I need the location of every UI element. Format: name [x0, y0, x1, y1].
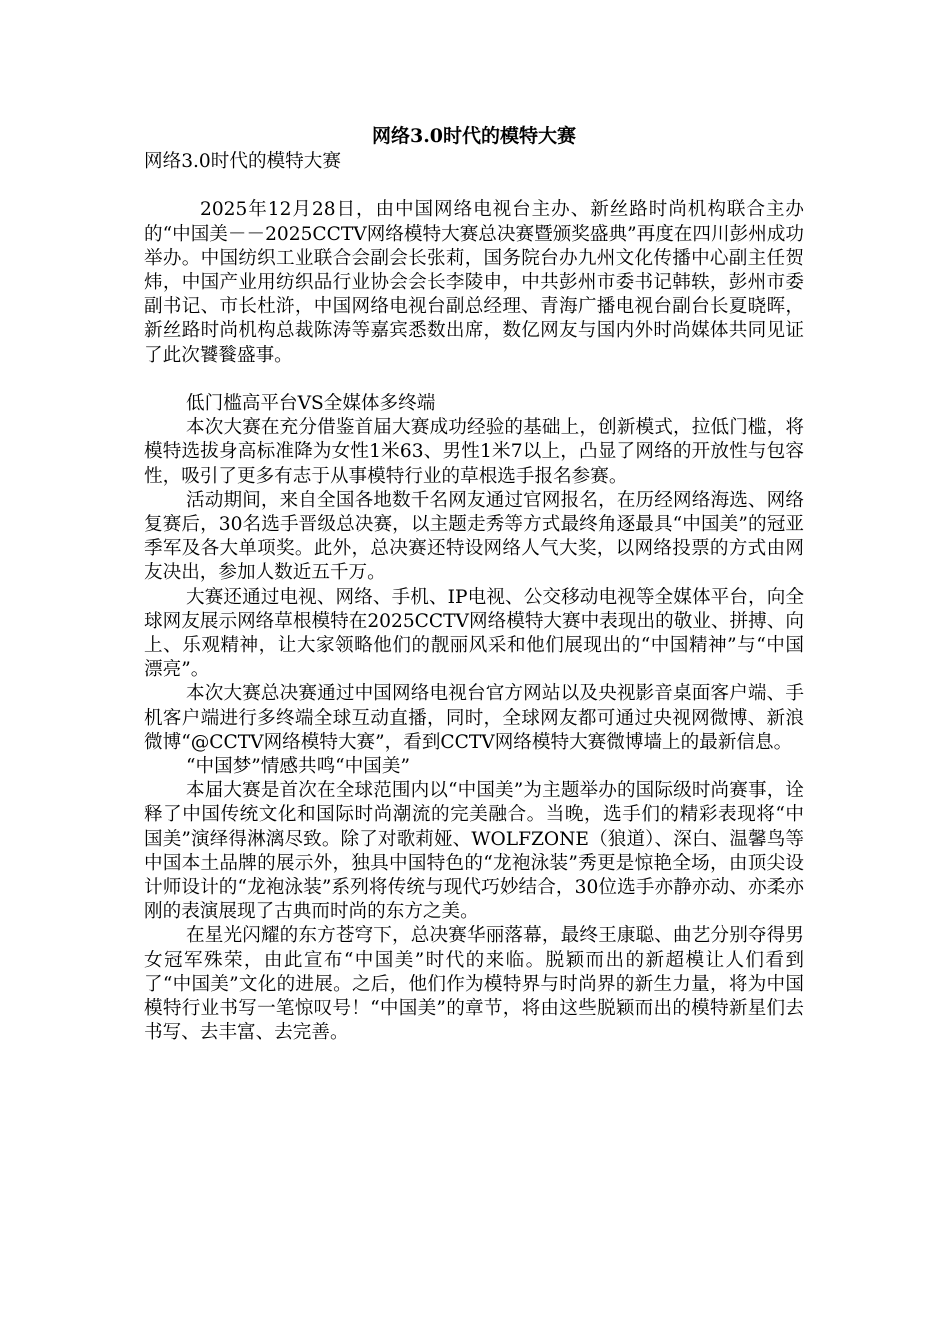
body-paragraph: 在星光闪耀的东方苍穹下，总决赛华丽落幕，最终王康聪、曲艺分别夺得男女冠军殊荣，由此宣布“中国美”时代的来临。脱颖而出的新超模让人们看到了“中国美”文化的进展。之后，他们作为模特界与时尚界的新生力量，将为中国模特行业书写一笔惊叹号！“中国美”的章节，将由这些脱颖而出的模特新星们去书写、去丰富、去完善。 [144, 925, 804, 1044]
document-page [144, 122, 804, 1045]
body-paragraph: 活动期间，来自全国各地数千名网友通过官网报名，在历经网络海选、网络复赛后，30名选手晋级总决赛，以主题走秀等方式最终角逐最具“中国美”的冠亚季军及各大单项奖。此外，总决赛还特设网络人气大奖，以网络投票的方式由网友决出，参加人数近五千万。 [144, 489, 804, 584]
blank-line [144, 368, 804, 392]
body-paragraph: 本次大赛总决赛通过中国网络电视台官方网站以及央视影音桌面客户端、手机客户端进行多终端全球互动直播，同时，全球网友都可通过央视网微博、新浪微博“@CCTV网络模特大赛”，看到CCTV网络模特大赛微博墙上的最新信息。 [144, 683, 804, 753]
body-paragraph: 本届大赛是首次在全球范围内以“中国美”为主题举办的国际级时尚赛事，诠释了中国传统文化和国际时尚潮流的完美融合。当晚，选手们的精彩表现将“中国美”演绎得淋漓尽致。除了对歌莉娅、WOLFZONE（狼道）、深白、温馨鸟等中国本土品牌的展示外，独具中国特色的“龙袍泳装”秀更是惊艳全场，由顶尖设计师设计的“龙袍泳装”系列将传统与现代巧妙结合，30位选手亦静亦动、亦柔亦刚的表演展现了古典而时尚的东方之美。 [144, 780, 804, 923]
document-subtitle: 网络3.0时代的模特大赛 [144, 151, 341, 172]
body-paragraph: 本次大赛在充分借鉴首届大赛成功经验的基础上，创新模式，拉低门槛，将模特选拔身高标准降为女性1米63、男性1米7以上，凸显了网络的开放性与包容性，吸引了更多有志于从事模特行业的草根选手报名参赛。 [144, 417, 804, 487]
section-heading-platform: 低门槛高平台VS全媒体多终端 [186, 393, 436, 414]
intro-paragraph: 2025年12月28日，由中国网络电视台主办、新丝路时尚机构联合主办的“中国美－－2025CCTV网络模特大赛总决赛暨颁奖盛典”再度在四川彭州成功举办。中国纺织工业联合会副会长张莉，国务院台办九州文化传播中心副主任贺炜，中国产业用纺织品行业协会会长李陵申，中共彭州市委书记韩轶，彭州市委副书记、市长杜浒，中国网络电视台副总经理、青海广播电视台副台长夏晓晖，新丝路时尚机构总裁陈涛等嘉宾悉数出席，数亿网友与国内外时尚媒体共同见证了此次饕餮盛事。 [144, 199, 804, 366]
blank-line [144, 174, 804, 198]
section-heading-china-dream: “中国梦”情感共鸣“中国美” [186, 756, 410, 778]
body-paragraph: 大赛还通过电视、网络、手机、IP电视、公交移动电视等全媒体平台，向全球网友展示网络草根模特在2025CCTV网络模特大赛中表现出的敬业、拼搏、向上、乐观精神，让大家领略他们的靓丽风采和他们展现出的“中国精神”与“中国漂亮”。 [144, 586, 804, 681]
document-title: 网络3.0时代的模特大赛 [371, 125, 577, 147]
